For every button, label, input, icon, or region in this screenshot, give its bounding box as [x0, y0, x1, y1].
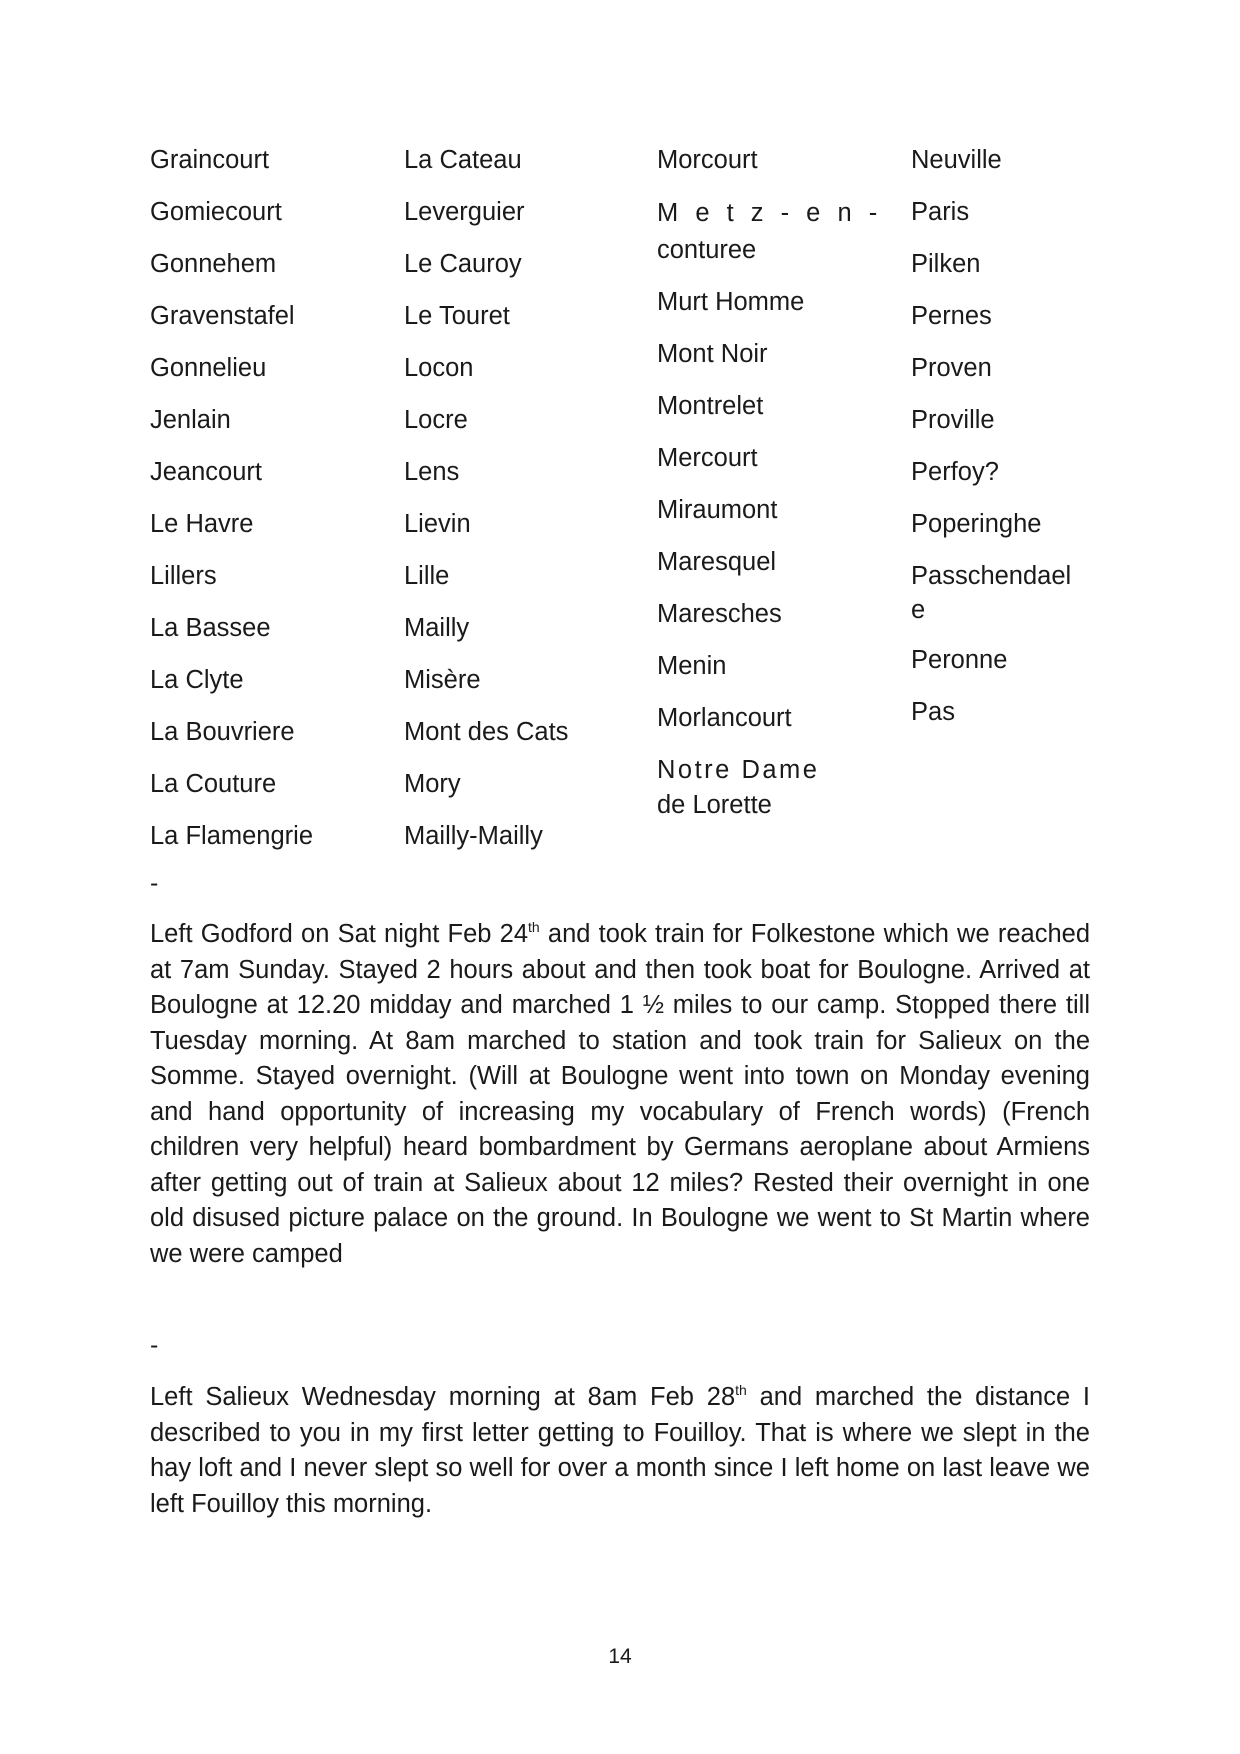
place-name: Morlancourt: [657, 704, 792, 732]
place-name: Gonnehem: [150, 250, 277, 278]
paragraph-text: Left Salieux Wednesday morning at 8am Feb 28: [150, 1383, 736, 1411]
place-name: Mont Noir: [657, 340, 768, 368]
place-name: La Bouvriere: [150, 718, 295, 746]
place-name: Paris: [911, 198, 970, 226]
place-name: La Flamengrie: [150, 822, 313, 850]
diary-paragraph-2: [150, 1380, 1090, 1522]
place-name: Proville: [911, 406, 995, 434]
place-name: Mailly: [404, 614, 470, 642]
place-name: Mont des Cats: [404, 718, 569, 746]
place-name-line: de Lorette: [657, 791, 772, 819]
place-name: La Couture: [150, 770, 277, 798]
diary-paragraph-1: [150, 917, 1090, 1272]
place-name: Graincourt: [150, 146, 270, 174]
place-name-line: M e t z - e n -: [657, 199, 883, 227]
place-name: Leverguier: [404, 198, 525, 226]
place-name: Mailly-Mailly: [404, 822, 543, 850]
place-name-line: e: [911, 596, 926, 624]
place-name-line: conturee: [657, 236, 757, 264]
place-name: Gomiecourt: [150, 198, 282, 226]
place-name: Poperinghe: [911, 510, 1042, 538]
place-name: Gravenstafel: [150, 302, 295, 330]
place-name-line: Notre Dame: [657, 756, 820, 784]
place-name: Maresquel: [657, 548, 777, 576]
place-name-wrapped: [911, 559, 1141, 627]
place-name: Neuville: [911, 146, 1002, 174]
separator-dash: -: [150, 1331, 159, 1359]
place-name-columns: [150, 143, 1090, 883]
paragraph-text: and took train for Folkestone which we reached at 7am Sunday. Stayed 2 hours about and then took boat for Boulogne. Arrived at Boulogne at 12.20 midday and marched 1 ½ miles to our camp. Stopped there till Tuesday morning. At 8am marched to station and took train for Salieux on the Somme. Stayed overnight. (Will at Boulogne went into town on Monday evening and hand opportunity of increasing my vocabulary of French words) (French children very helpful) heard bombardment by Germans aeroplane about Armiens after getting out of train at Salieux about 12 miles? Rested their overnight in one old disused picture palace on the ground. In Boulogne we went to St Martin where we were camped: [150, 920, 1090, 1268]
place-name: Menin: [657, 652, 727, 680]
paragraph-text: and marched the distance I described to you in my first letter getting to Fouilloy. That is where we slept in the hay loft and I never slept so well for over a month since I left home on last leave we left Fouilloy this morning.: [150, 1383, 1090, 1518]
place-name: Locre: [404, 406, 468, 434]
ordinal-suffix: th: [735, 1382, 747, 1398]
separator-dash: -: [150, 869, 159, 897]
place-name: Pernes: [911, 302, 992, 330]
place-name: La Clyte: [150, 666, 244, 694]
place-name: Montrelet: [657, 392, 764, 420]
place-name: Locon: [404, 354, 474, 382]
place-name: Maresches: [657, 600, 782, 628]
place-name-wrapped: [657, 195, 887, 269]
place-name: Lens: [404, 458, 460, 486]
place-name: Le Havre: [150, 510, 254, 538]
place-name: Perfoy?: [911, 458, 999, 486]
place-name: Lievin: [404, 510, 471, 538]
place-name: Mory: [404, 770, 461, 798]
place-name: Murt Homme: [657, 288, 805, 316]
place-name: Proven: [911, 354, 992, 382]
place-name-line: Passchendael: [911, 562, 1072, 590]
page-number: 14: [608, 1645, 632, 1668]
place-name: Lille: [404, 562, 450, 590]
place-name: Pas: [911, 698, 955, 726]
place-name: Misère: [404, 666, 481, 694]
place-name: Miraumont: [657, 496, 778, 524]
place-name: Gonnelieu: [150, 354, 267, 382]
place-name: Pilken: [911, 250, 981, 278]
place-column-3: [657, 143, 887, 841]
place-name: La Cateau: [404, 146, 522, 174]
place-name: Morcourt: [657, 146, 758, 174]
place-name: Le Cauroy: [404, 250, 522, 278]
place-name: Jenlain: [150, 406, 231, 434]
ordinal-suffix: th: [528, 919, 540, 935]
place-column-4: [911, 143, 1141, 747]
place-name-wrapped: [657, 753, 887, 823]
place-name: La Bassee: [150, 614, 271, 642]
paragraph-text: Left Godford on Sat night Feb 24: [150, 920, 529, 948]
place-column-2: [404, 143, 634, 871]
place-name: Lillers: [150, 562, 217, 590]
place-column-1: [150, 143, 380, 871]
place-name: Jeancourt: [150, 458, 262, 486]
place-name: Mercourt: [657, 444, 758, 472]
place-name: Le Touret: [404, 302, 510, 330]
place-name: Peronne: [911, 646, 1008, 674]
